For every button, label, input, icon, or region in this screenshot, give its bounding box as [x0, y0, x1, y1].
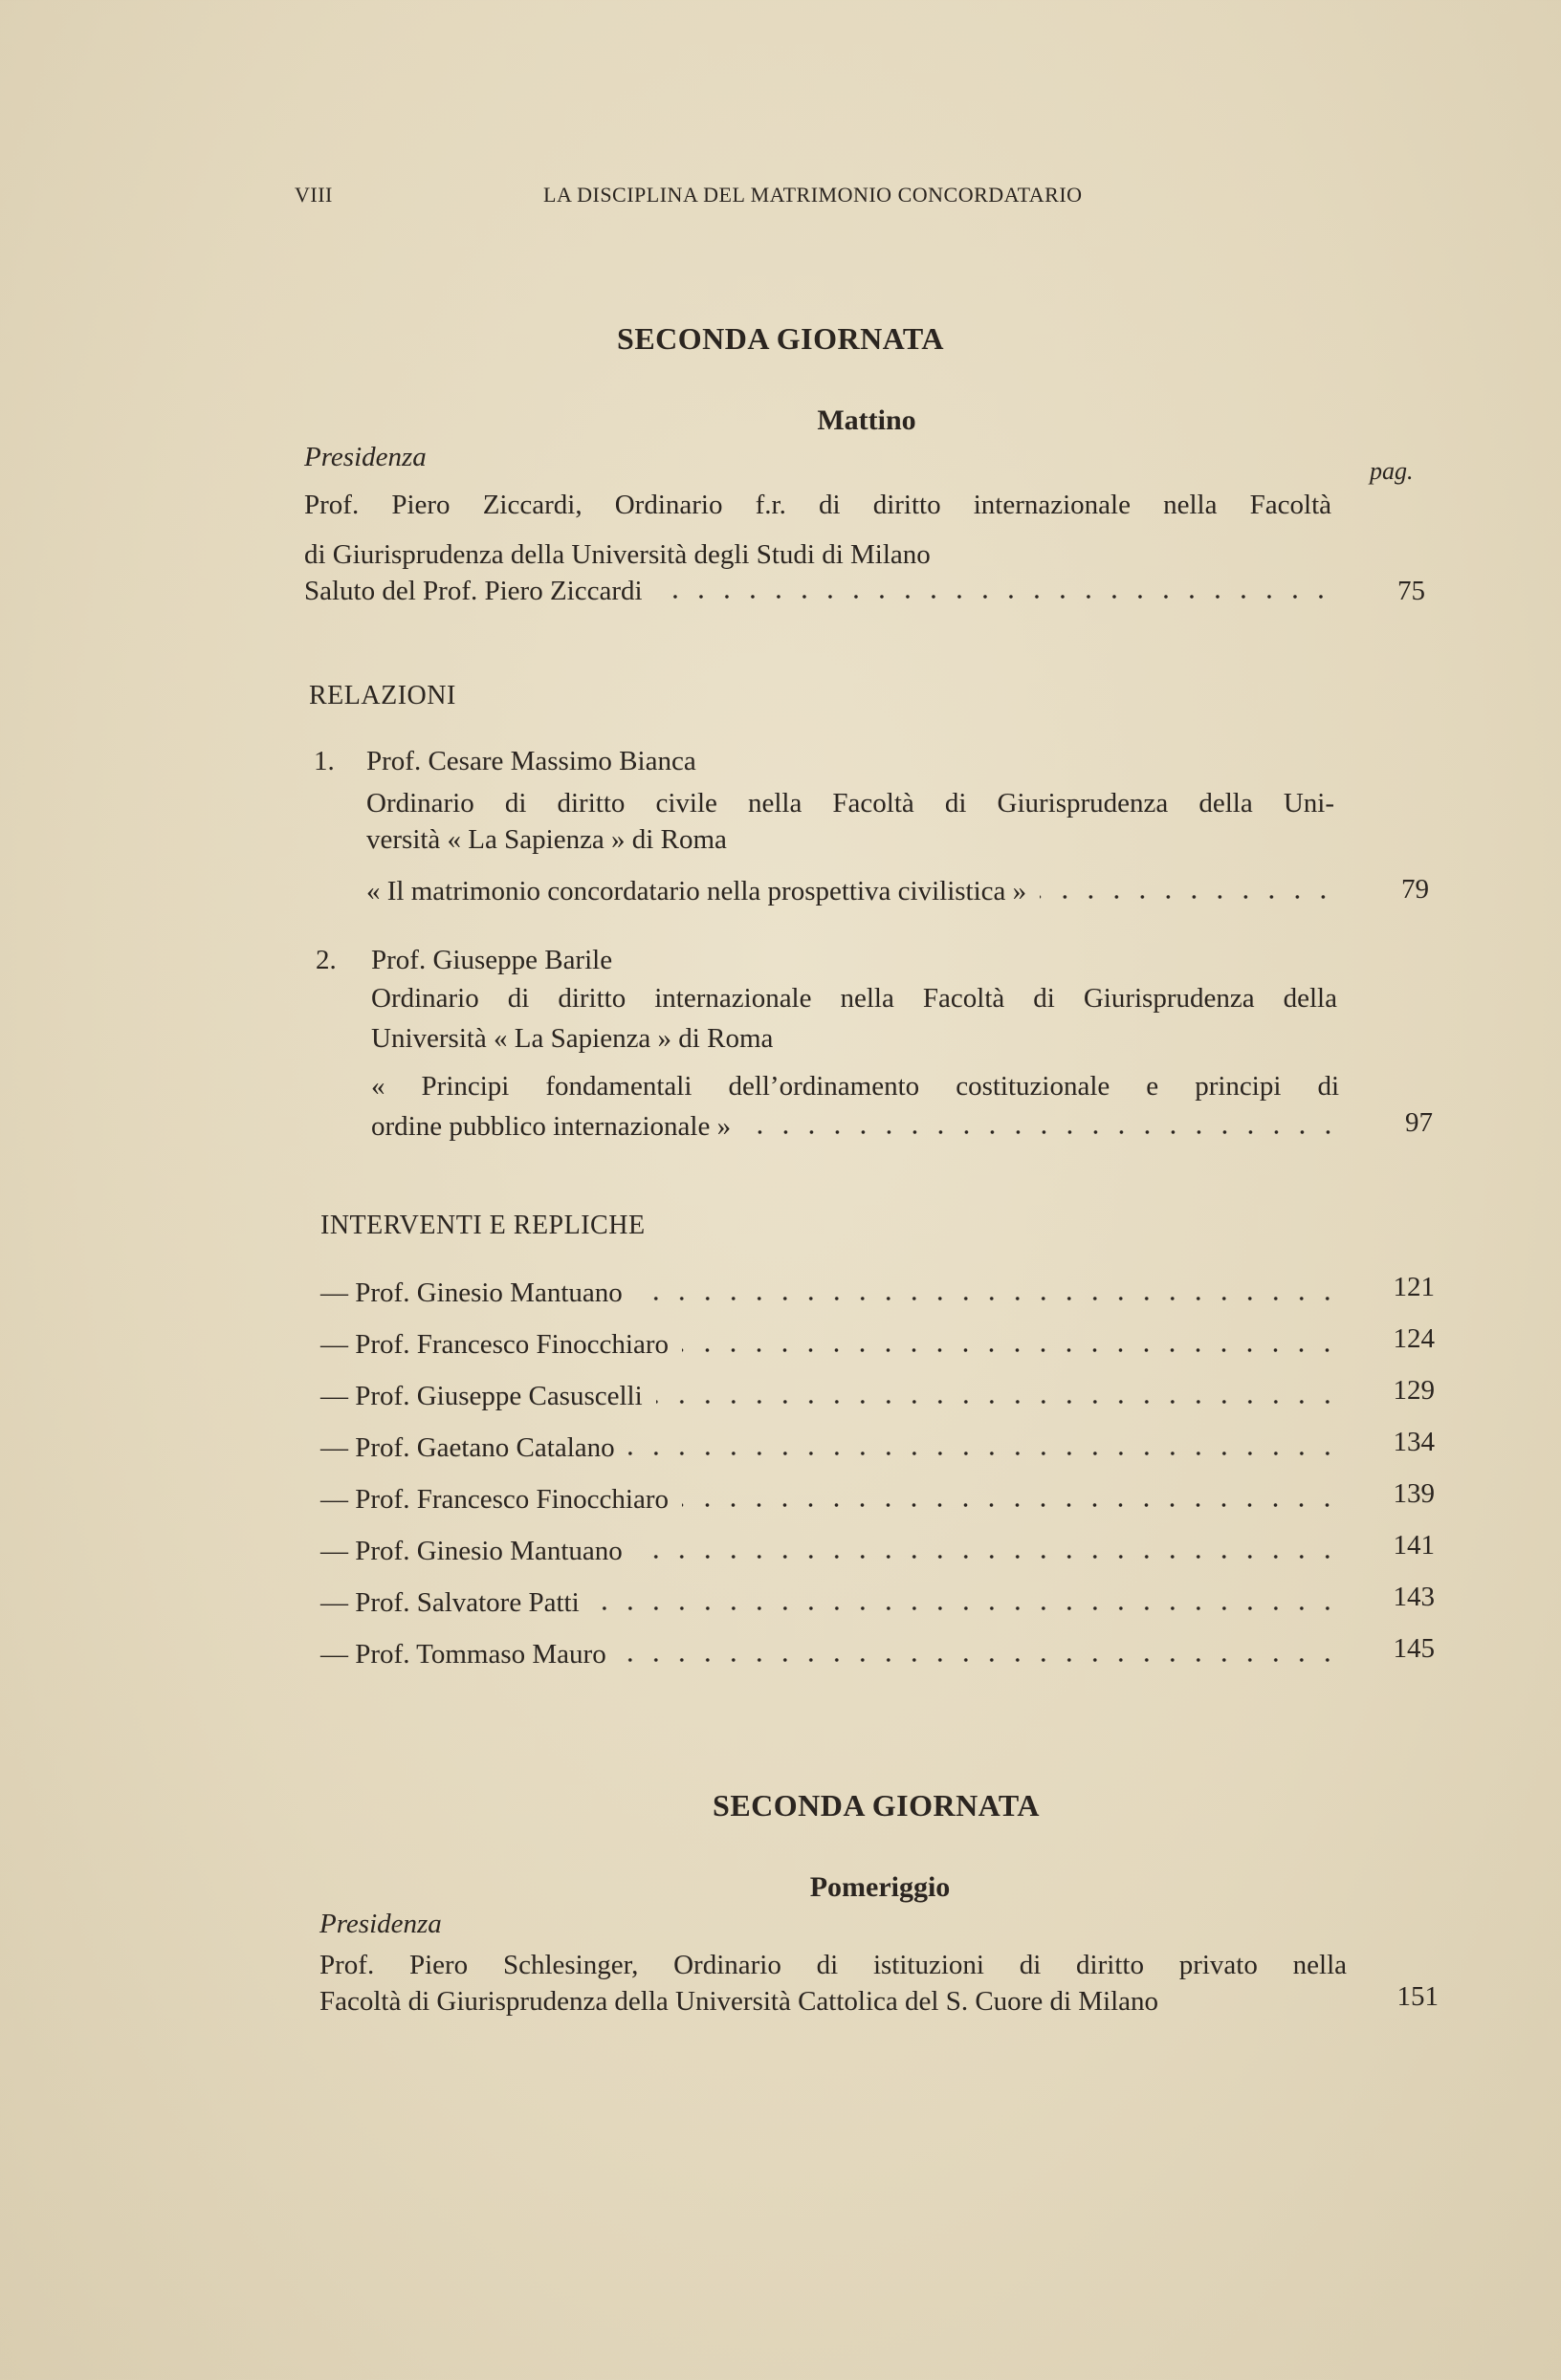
entry-text: — Prof. Giuseppe Casuscelli [320, 1381, 643, 1411]
entry-text: — Prof. Francesco Finocchiaro [320, 1329, 670, 1360]
presidency-line: Facoltà di Giurisprudenza della Università Cattolica del S. Cuore di Milano [319, 1986, 1159, 2017]
subtitle-afternoon: Pomeriggio [809, 1871, 951, 1903]
page-ref: 151 [1396, 1981, 1439, 2012]
dot-leader [636, 1296, 1340, 1301]
subtitle-morning: Mattino [817, 404, 916, 436]
entry-text: — Prof. Ginesio Mantuano [320, 1536, 623, 1566]
presidency-label: Presidenza [304, 442, 427, 472]
presidency-label: Presidenza [319, 1909, 442, 1939]
dot-leader [628, 1451, 1340, 1456]
toc-entry-intervento[interactable] [320, 1379, 1346, 1413]
section-title-morning: SECONDA GIORNATA [617, 321, 944, 356]
pag-label: pag. [1370, 457, 1414, 485]
item-number: 1. [314, 746, 335, 776]
toc-entry-intervento[interactable] [320, 1430, 1346, 1465]
page-ref: 121 [1393, 1272, 1435, 1302]
dot-leader [682, 1347, 1340, 1353]
page-ref: 75 [1397, 576, 1425, 606]
dot-leader [620, 1657, 1340, 1663]
entry-text: — Prof. Ginesio Mantuano [320, 1277, 623, 1308]
speaker-name: Prof. Cesare Massimo Bianca [366, 746, 696, 776]
presidency-line: Prof. Piero Schlesinger, Ordinario di istituzioni di diritto privato nella [319, 1950, 1347, 1980]
item-number: 2. [316, 945, 337, 975]
section-title-afternoon: SECONDA GIORNATA [713, 1788, 1040, 1823]
entry-text: — Prof. Salvatore Patti [320, 1587, 580, 1618]
page-ref: 134 [1393, 1427, 1435, 1457]
dot-leader [682, 1502, 1340, 1508]
page-ref: 143 [1393, 1582, 1435, 1612]
page-ref: 145 [1393, 1633, 1435, 1664]
toc-entry-intervento[interactable] [320, 1534, 1346, 1568]
page-number: VIII [295, 183, 333, 207]
entry-text: — Prof. Francesco Finocchiaro [320, 1484, 670, 1515]
dot-leader [1040, 894, 1336, 900]
toc-entry-intervento[interactable] [320, 1637, 1346, 1671]
toc-entry-relazione[interactable] [371, 1109, 1347, 1144]
page-ref: 141 [1393, 1530, 1435, 1561]
entry-text: Saluto del Prof. Piero Ziccardi [304, 576, 643, 606]
speaker-name: Prof. Giuseppe Barile [371, 945, 613, 975]
affiliation-line: Università « La Sapienza » di Roma [371, 1023, 774, 1054]
page-ref: 129 [1393, 1375, 1435, 1406]
toc-entry-intervento[interactable] [320, 1585, 1346, 1620]
page-ref: 79 [1401, 874, 1429, 905]
page-ref: 124 [1393, 1323, 1435, 1354]
page-ref: 139 [1393, 1478, 1435, 1509]
entry-text: « Il matrimonio concordatario nella prospettiva civilistica » [366, 876, 1027, 906]
entry-text: — Prof. Tommaso Mauro [320, 1639, 606, 1670]
page-ref: 97 [1405, 1107, 1433, 1138]
toc-entry-intervento[interactable] [320, 1276, 1346, 1310]
section-heading-interventi: INTERVENTI E REPLICHE [320, 1211, 646, 1240]
section-heading-relazioni: RELAZIONI [309, 681, 456, 710]
presidency-line: Prof. Piero Ziccardi, Ordinario f.r. di diritto internazionale nella Facoltà [304, 490, 1331, 520]
dot-leader [656, 594, 1333, 600]
affiliation-line: Ordinario di diritto internazionale nella Facoltà di Giurisprudenza della [371, 983, 1337, 1014]
entry-text: — Prof. Gaetano Catalano [320, 1432, 615, 1463]
toc-entry-intervento[interactable] [320, 1482, 1346, 1517]
toc-entry-greeting[interactable] [304, 574, 1339, 608]
dot-leader [593, 1605, 1340, 1611]
entry-title-line: « Principi fondamentali dell’ordinamento costituzionale e principi di [371, 1071, 1339, 1102]
toc-entry-intervento[interactable] [320, 1327, 1346, 1362]
toc-entry-relazione[interactable] [366, 874, 1342, 908]
running-title: LA DISCIPLINA DEL MATRIMONIO CONCORDATARIO [543, 183, 1083, 207]
dot-leader [744, 1129, 1341, 1135]
affiliation-line: Ordinario di diritto civile nella Facoltà di Giurisprudenza della Uni- [366, 788, 1334, 819]
entry-text: ordine pubblico internazionale » [371, 1111, 732, 1142]
presidency-line: di Giurisprudenza della Università degli Studi di Milano [304, 539, 931, 570]
affiliation-line: versità « La Sapienza » di Roma [366, 824, 727, 855]
dot-leader [656, 1399, 1340, 1405]
dot-leader [636, 1554, 1340, 1560]
